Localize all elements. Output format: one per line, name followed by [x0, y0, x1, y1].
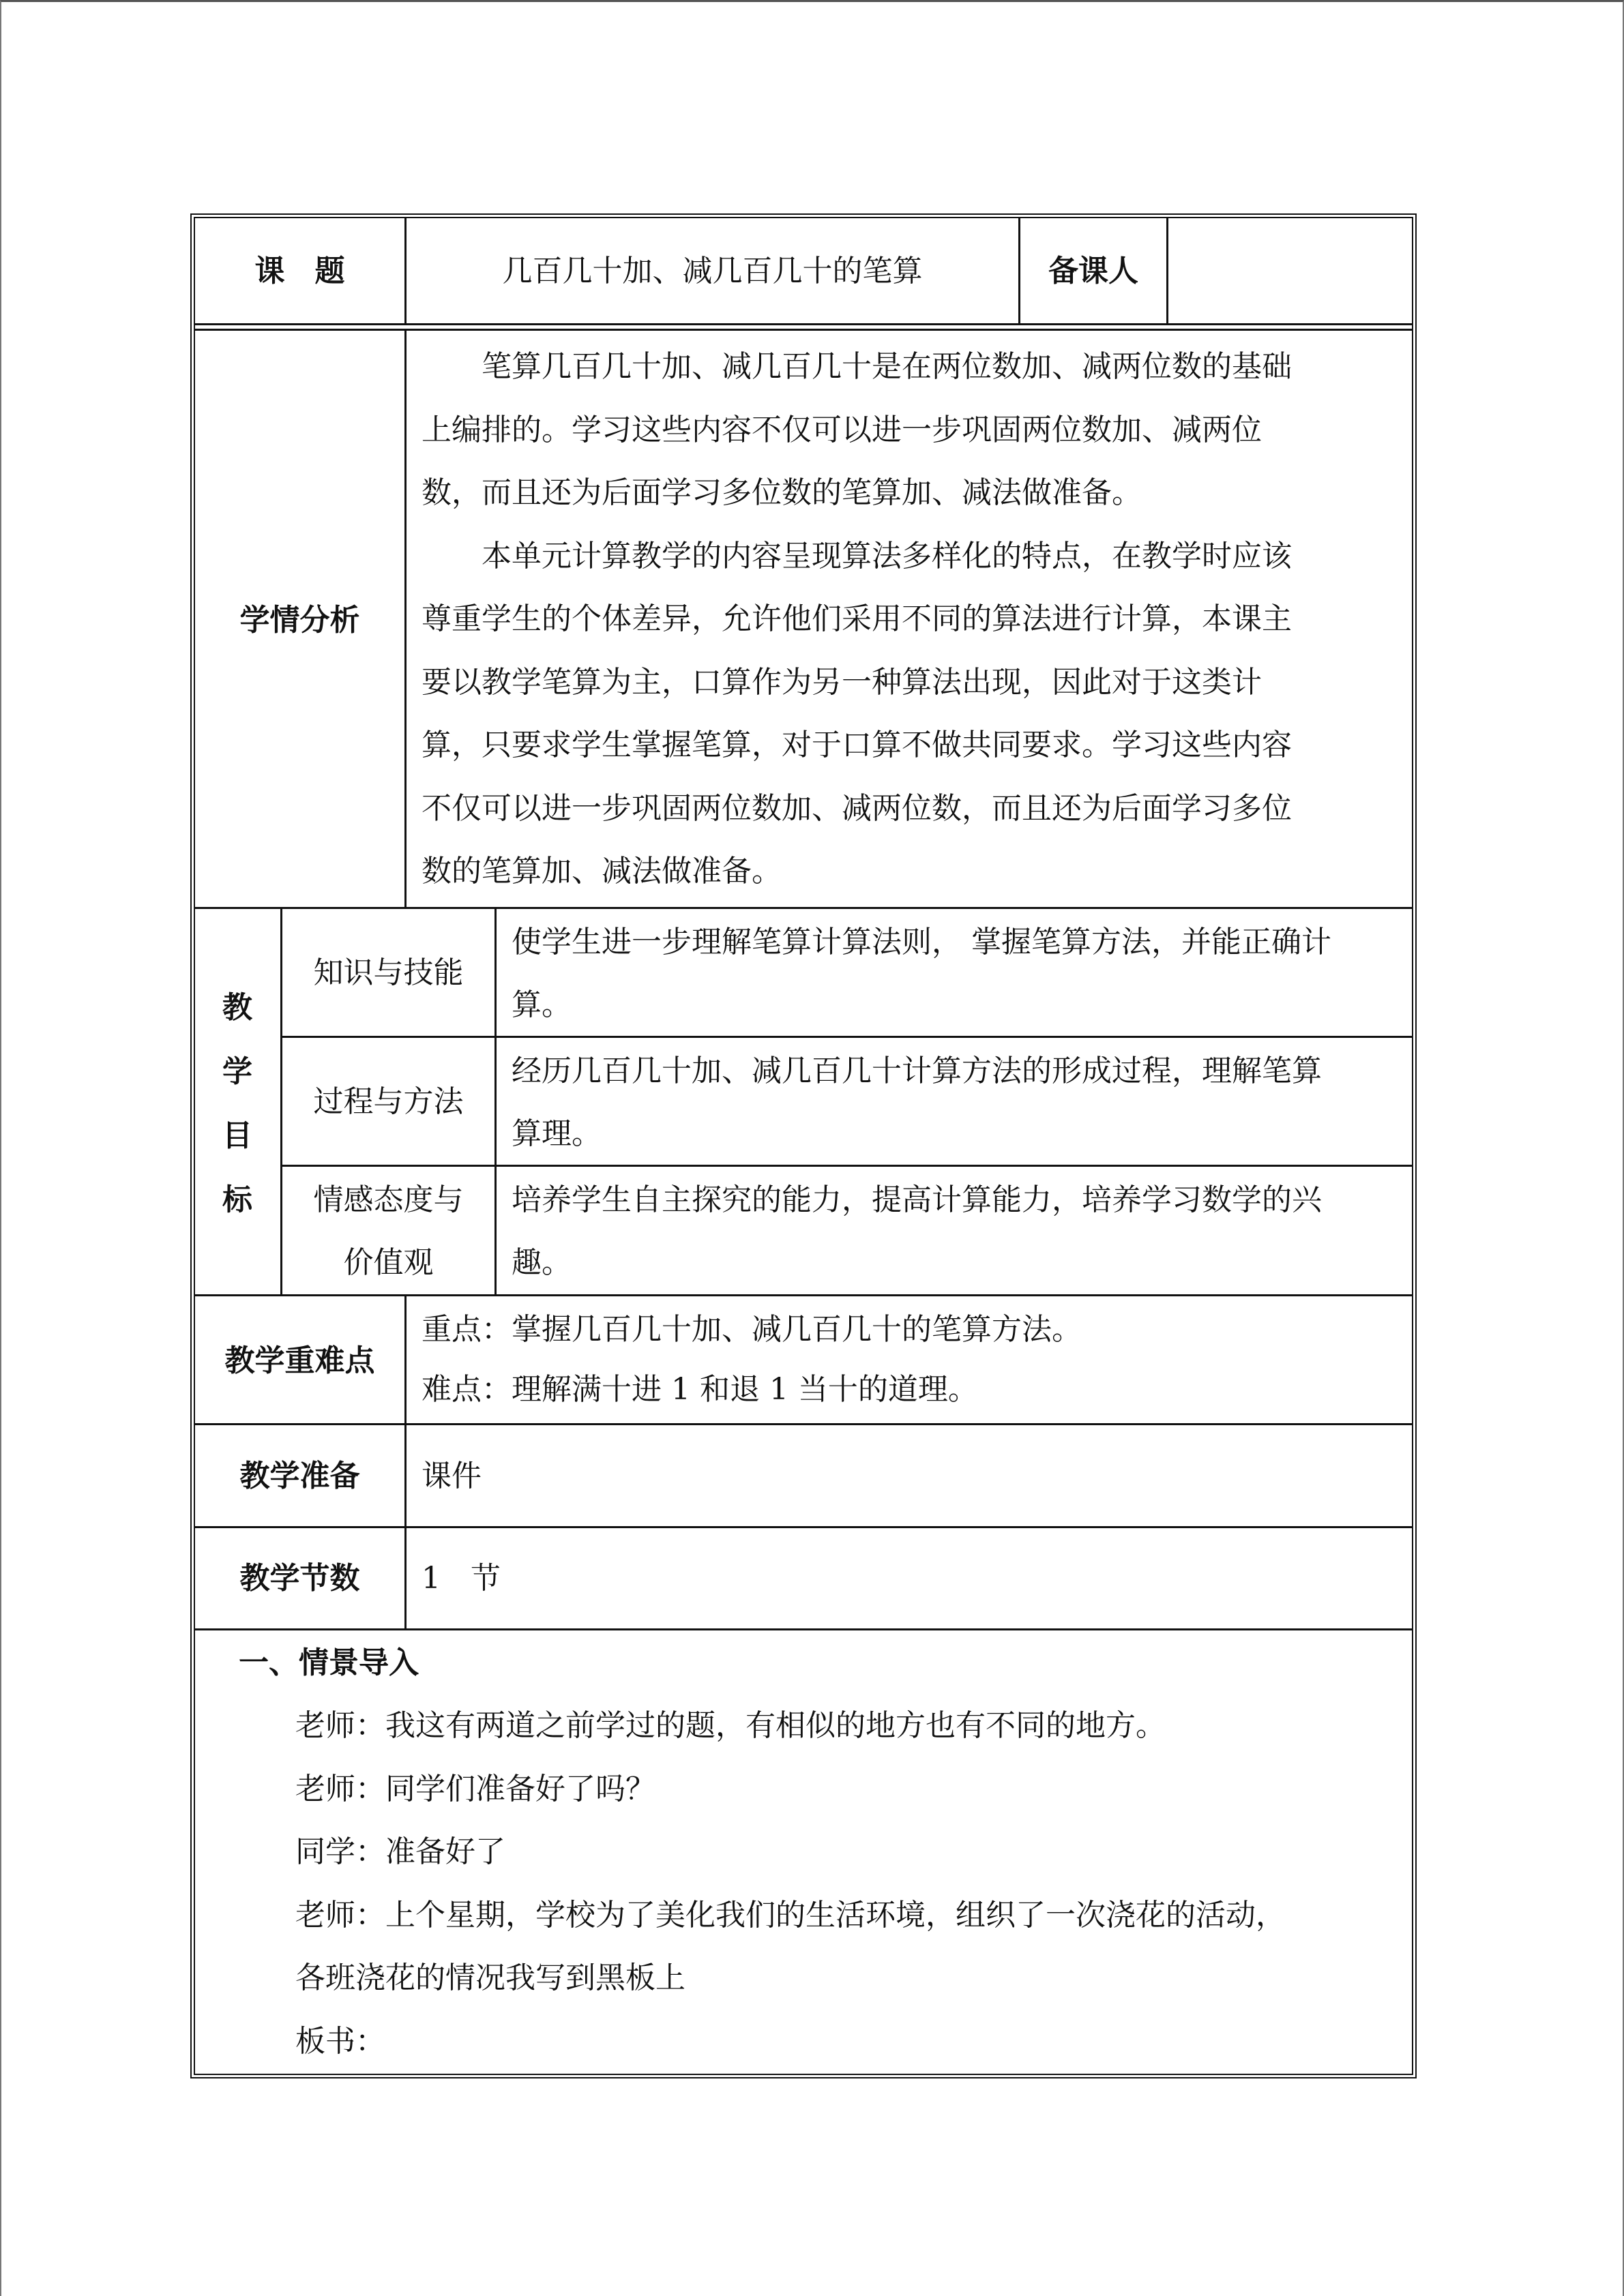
analysis-label: 学情分析 — [239, 603, 360, 638]
divider — [195, 1423, 1412, 1425]
goal-label-line: 价值观 — [343, 1245, 434, 1280]
divider — [195, 1526, 1412, 1528]
key-point-line: 难点：理解满十进 1 和退 1 当十的道理。 — [422, 1372, 978, 1407]
analysis-text — [422, 336, 1292, 904]
goals-label-char: 学 — [222, 1054, 252, 1089]
preparer-label: 备课人 — [1048, 254, 1138, 288]
periods-label: 教学节数 — [239, 1561, 360, 1596]
analysis-line: 要以教学笔算为主，口算作为另一种算法出现，因此对于这类计 — [422, 664, 1262, 700]
divider — [404, 1296, 407, 1629]
goal-attitude-content — [512, 1169, 1322, 1294]
goals-label-char: 教 — [222, 990, 252, 1025]
goals-label-char: 标 — [222, 1182, 252, 1217]
process-content — [295, 1695, 1286, 2073]
analysis-line: 数，而且还为后面学习多位数的笔算加、减法做准备。 — [422, 475, 1142, 510]
analysis-line: 不仅可以进一步巩固两位数加、减两位数，而且还为后面学习多位 — [422, 790, 1292, 826]
goal-knowledge-label: 知识与技能 — [313, 955, 464, 990]
goal-line: 趣。 — [512, 1245, 572, 1280]
analysis-line: 尊重学生的个体差异，允许他们采用不同的算法进行计算，本课主 — [422, 601, 1292, 636]
goal-line: 经历几百几十加、减几百几十计算方法的形成过程，理解笔算 — [512, 1054, 1322, 1088]
process-line: 老师：上个星期，学校为了美化我们的生活环境，组织了一次浇花的活动， — [295, 1897, 1286, 1933]
analysis-line: 算，只要求学生掌握笔算，对于口算不做共同要求。学习这些内容 — [422, 728, 1292, 762]
divider — [1166, 218, 1168, 324]
divider — [195, 329, 1412, 331]
key-points-content — [422, 1300, 1082, 1420]
goal-line: 算理。 — [512, 1116, 602, 1151]
key-points-label: 教学重难点 — [224, 1343, 375, 1378]
divider — [195, 907, 1412, 909]
divider — [195, 323, 1412, 325]
goal-process-content — [512, 1040, 1322, 1165]
topic-label: 课 题 — [254, 254, 345, 288]
goal-label-line: 情感态度与 — [313, 1182, 464, 1217]
preparation-value: 课件 — [422, 1459, 482, 1493]
goals-label-char: 目 — [222, 1118, 252, 1153]
divider — [195, 1628, 1412, 1630]
goal-attitude-label — [282, 1169, 494, 1294]
key-point-line: 重点：掌握几百几十加、减几百几十的笔算方法。 — [422, 1312, 1082, 1347]
process-line: 各班浇花的情况我写到黑板上 — [295, 1960, 685, 1995]
divider — [404, 330, 407, 908]
analysis-line: 本单元计算教学的内容呈现算法多样化的特点，在教学时应该 — [422, 538, 1292, 573]
goal-line: 使学生进一步理解笔算计算法则， 掌握笔算方法，并能正确计 — [512, 925, 1331, 959]
goal-line: 培养学生自主探究的能力，提高计算能力，培养学习数学的兴 — [512, 1182, 1322, 1217]
process-line: 老师：我这有两道之前学过的题，有相似的地方也有不同的地方。 — [295, 1708, 1166, 1743]
topic-value: 几百几十加、减几百几十的笔算 — [502, 254, 923, 288]
preparation-label: 教学准备 — [239, 1459, 360, 1493]
goal-process-label: 过程与方法 — [313, 1084, 464, 1119]
periods-value: 1 节 — [422, 1561, 501, 1596]
section-title: 一、情景导入 — [239, 1645, 419, 1680]
process-line: 板书： — [295, 2023, 385, 2059]
analysis-line: 笔算几百几十加、减几百几十是在两位数加、减两位数的基础 — [422, 349, 1292, 384]
analysis-line: 数的笔算加、减法做准备。 — [422, 854, 782, 889]
divider — [195, 1294, 1412, 1296]
divider — [494, 908, 497, 1295]
process-line: 同学：准备好了 — [295, 1834, 505, 1869]
process-line: 老师：同学们准备好了吗？ — [295, 1771, 655, 1806]
analysis-line: 上编排的。学习这些内容不仅可以进一步巩固两位数加、减两位 — [422, 412, 1262, 447]
goal-knowledge-content — [512, 911, 1331, 1037]
goal-line: 算。 — [512, 987, 572, 1022]
